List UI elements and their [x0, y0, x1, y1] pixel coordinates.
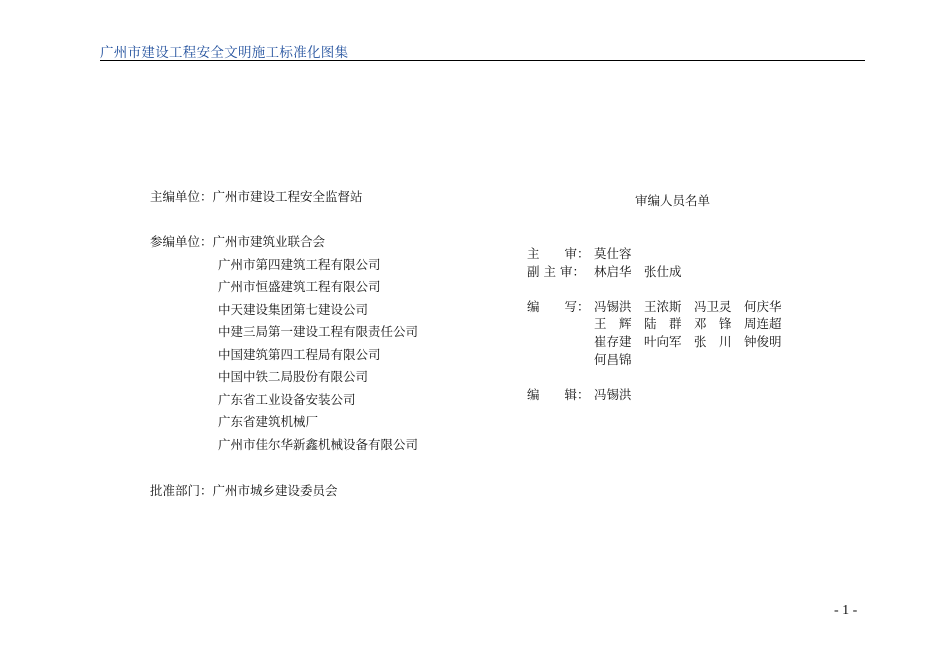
staff-names: 冯锡洪 王浓斯 冯卫灵 何庆华	[594, 299, 782, 314]
approval-line: 批准部门：广州市城乡建设委员会	[150, 483, 338, 498]
participant-line: 中国建筑第四工程局有限公司	[218, 347, 381, 362]
staff-label: 编 写：	[527, 299, 590, 314]
participant-line: 广东省工业设备安装公司	[218, 392, 356, 407]
participant-line: 广东省建筑机械厂	[218, 414, 319, 429]
staff-names: 崔存建 叶向军 张 川 钟俊明	[594, 334, 782, 349]
staff-names: 莫仕容	[594, 246, 632, 261]
participant-line: 广州市恒盛建筑工程有限公司	[218, 279, 381, 294]
staff-label: 主 审：	[527, 246, 590, 261]
staff-label: 副 主 审：	[527, 264, 585, 279]
page-number: - 1 -	[834, 603, 858, 618]
staff-list-title: 审编人员名单	[635, 193, 711, 208]
chief-editor-line: 主编单位：广州市建设工程安全监督站	[150, 189, 363, 204]
staff-label: 编 辑：	[527, 387, 590, 402]
staff-names: 何昌锦	[594, 352, 632, 367]
participant-line: 中天建设集团第七建设公司	[218, 302, 369, 317]
staff-names: 王 辉 陆 群 邓 锋 周连超	[594, 316, 782, 331]
participant-line: 广州市第四建筑工程有限公司	[218, 257, 381, 272]
header-divider	[100, 60, 865, 61]
staff-names: 林启华 张仕成	[594, 264, 682, 279]
participant-line: 广州市佳尔华新鑫机械设备有限公司	[218, 437, 419, 452]
participant-line: 中建三局第一建设工程有限责任公司	[218, 324, 419, 339]
staff-names: 冯锡洪	[594, 387, 632, 402]
participant-line: 参编单位：广州市建筑业联合会	[150, 234, 326, 249]
header-title: 广州市建设工程安全文明施工标准化图集	[100, 45, 349, 61]
participant-line: 中国中铁二局股份有限公司	[218, 369, 369, 384]
